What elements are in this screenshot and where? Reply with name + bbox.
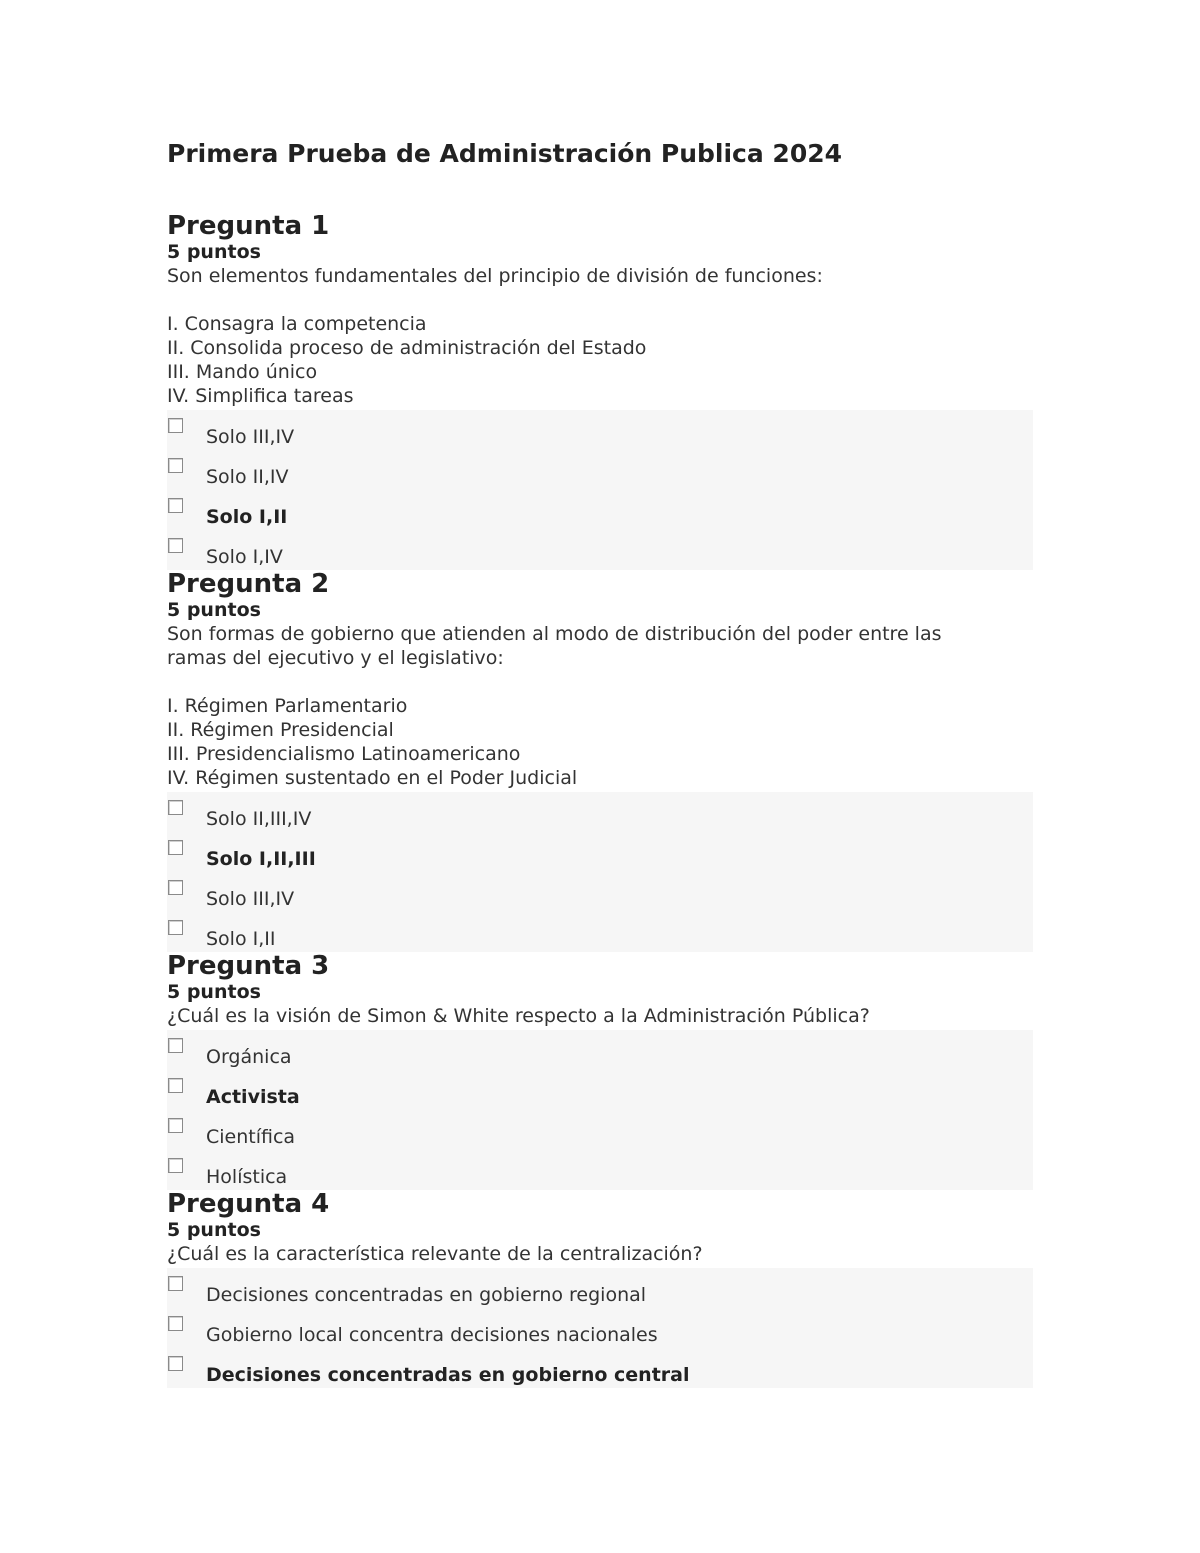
answer-option[interactable]	[167, 1268, 1033, 1308]
answer-label-correct: Solo I,II	[206, 506, 288, 528]
answer-label: Solo III,IV	[206, 888, 295, 910]
question-3	[167, 952, 1033, 1190]
question-points: 5 puntos	[167, 241, 261, 263]
question-text: ramas del ejecutivo y el legislativo:	[167, 647, 504, 669]
answer-label: Holística	[206, 1166, 288, 1188]
question-text: ¿Cuál es la característica relevante de la centralización?	[167, 1243, 703, 1265]
question-1	[167, 212, 1033, 570]
checkbox[interactable]	[168, 1276, 183, 1291]
checkbox[interactable]	[168, 920, 183, 935]
spacer	[167, 288, 1033, 312]
question-item: IV. Simplifica tareas	[167, 385, 354, 407]
answer-label: Solo I,IV	[206, 546, 283, 568]
question-title: Pregunta 2	[167, 569, 330, 599]
checkbox[interactable]	[168, 800, 183, 815]
checkbox[interactable]	[168, 1316, 183, 1331]
checkbox[interactable]	[168, 1118, 183, 1133]
answer-option[interactable]	[167, 792, 1033, 832]
answer-option[interactable]	[167, 1348, 1033, 1388]
answer-label: Solo I,II	[206, 928, 276, 950]
question-title: Pregunta 4	[167, 1189, 330, 1219]
checkbox[interactable]	[168, 498, 183, 513]
answer-option[interactable]	[167, 872, 1033, 912]
answer-option[interactable]	[167, 1070, 1033, 1110]
document-title: Primera Prueba de Administración Publica 2024	[167, 139, 843, 168]
question-item: I. Consagra la competencia	[167, 313, 427, 335]
answer-option[interactable]	[167, 1150, 1033, 1190]
answer-label: Solo III,IV	[206, 426, 295, 448]
question-points: 5 puntos	[167, 981, 261, 1003]
spacer	[167, 670, 1033, 694]
question-item: I. Régimen Parlamentario	[167, 695, 408, 717]
answer-label-correct: Activista	[206, 1086, 300, 1108]
document-page	[167, 138, 1033, 1388]
answer-option[interactable]	[167, 450, 1033, 490]
answer-label: Solo II,IV	[206, 466, 289, 488]
checkbox[interactable]	[168, 880, 183, 895]
checkbox[interactable]	[168, 1356, 183, 1371]
checkbox[interactable]	[168, 1078, 183, 1093]
checkbox[interactable]	[168, 1158, 183, 1173]
question-points: 5 puntos	[167, 599, 261, 621]
answer-label-correct: Decisiones concentradas en gobierno central	[206, 1364, 690, 1386]
question-title: Pregunta 3	[167, 951, 330, 981]
question-points: 5 puntos	[167, 1219, 261, 1241]
question-item: III. Presidencialismo Latinoamericano	[167, 743, 521, 765]
answer-option[interactable]	[167, 530, 1033, 570]
answer-list	[167, 410, 1033, 570]
question-item: II. Consolida proceso de administración del Estado	[167, 337, 647, 359]
answer-label: Decisiones concentradas en gobierno regional	[206, 1284, 647, 1306]
answer-option[interactable]	[167, 832, 1033, 872]
answer-option[interactable]	[167, 1308, 1033, 1348]
question-4	[167, 1190, 1033, 1388]
answer-label: Orgánica	[206, 1046, 292, 1068]
question-item: III. Mando único	[167, 361, 318, 383]
question-item: IV. Régimen sustentado en el Poder Judicial	[167, 767, 578, 789]
answer-list	[167, 1030, 1033, 1190]
answer-option[interactable]	[167, 1110, 1033, 1150]
checkbox[interactable]	[168, 538, 183, 553]
question-text: ¿Cuál es la visión de Simon & White respecto a la Administración Pública?	[167, 1005, 870, 1027]
answer-label-correct: Solo I,II,III	[206, 848, 316, 870]
answer-option[interactable]	[167, 1030, 1033, 1070]
answer-option[interactable]	[167, 490, 1033, 530]
answer-label: Científica	[206, 1126, 296, 1148]
checkbox[interactable]	[168, 840, 183, 855]
question-item: II. Régimen Presidencial	[167, 719, 394, 741]
answer-list	[167, 1268, 1033, 1388]
checkbox[interactable]	[168, 1038, 183, 1053]
answer-option[interactable]	[167, 410, 1033, 450]
answer-option[interactable]	[167, 912, 1033, 952]
answer-list	[167, 792, 1033, 952]
answer-label: Solo II,III,IV	[206, 808, 312, 830]
question-text: Son formas de gobierno que atienden al modo de distribución del poder entre las	[167, 623, 942, 645]
question-text: Son elementos fundamentales del principio de división de funciones:	[167, 265, 823, 287]
checkbox[interactable]	[168, 458, 183, 473]
answer-label: Gobierno local concentra decisiones nacionales	[206, 1324, 658, 1346]
question-title: Pregunta 1	[167, 211, 330, 241]
checkbox[interactable]	[168, 418, 183, 433]
question-2	[167, 570, 1033, 952]
